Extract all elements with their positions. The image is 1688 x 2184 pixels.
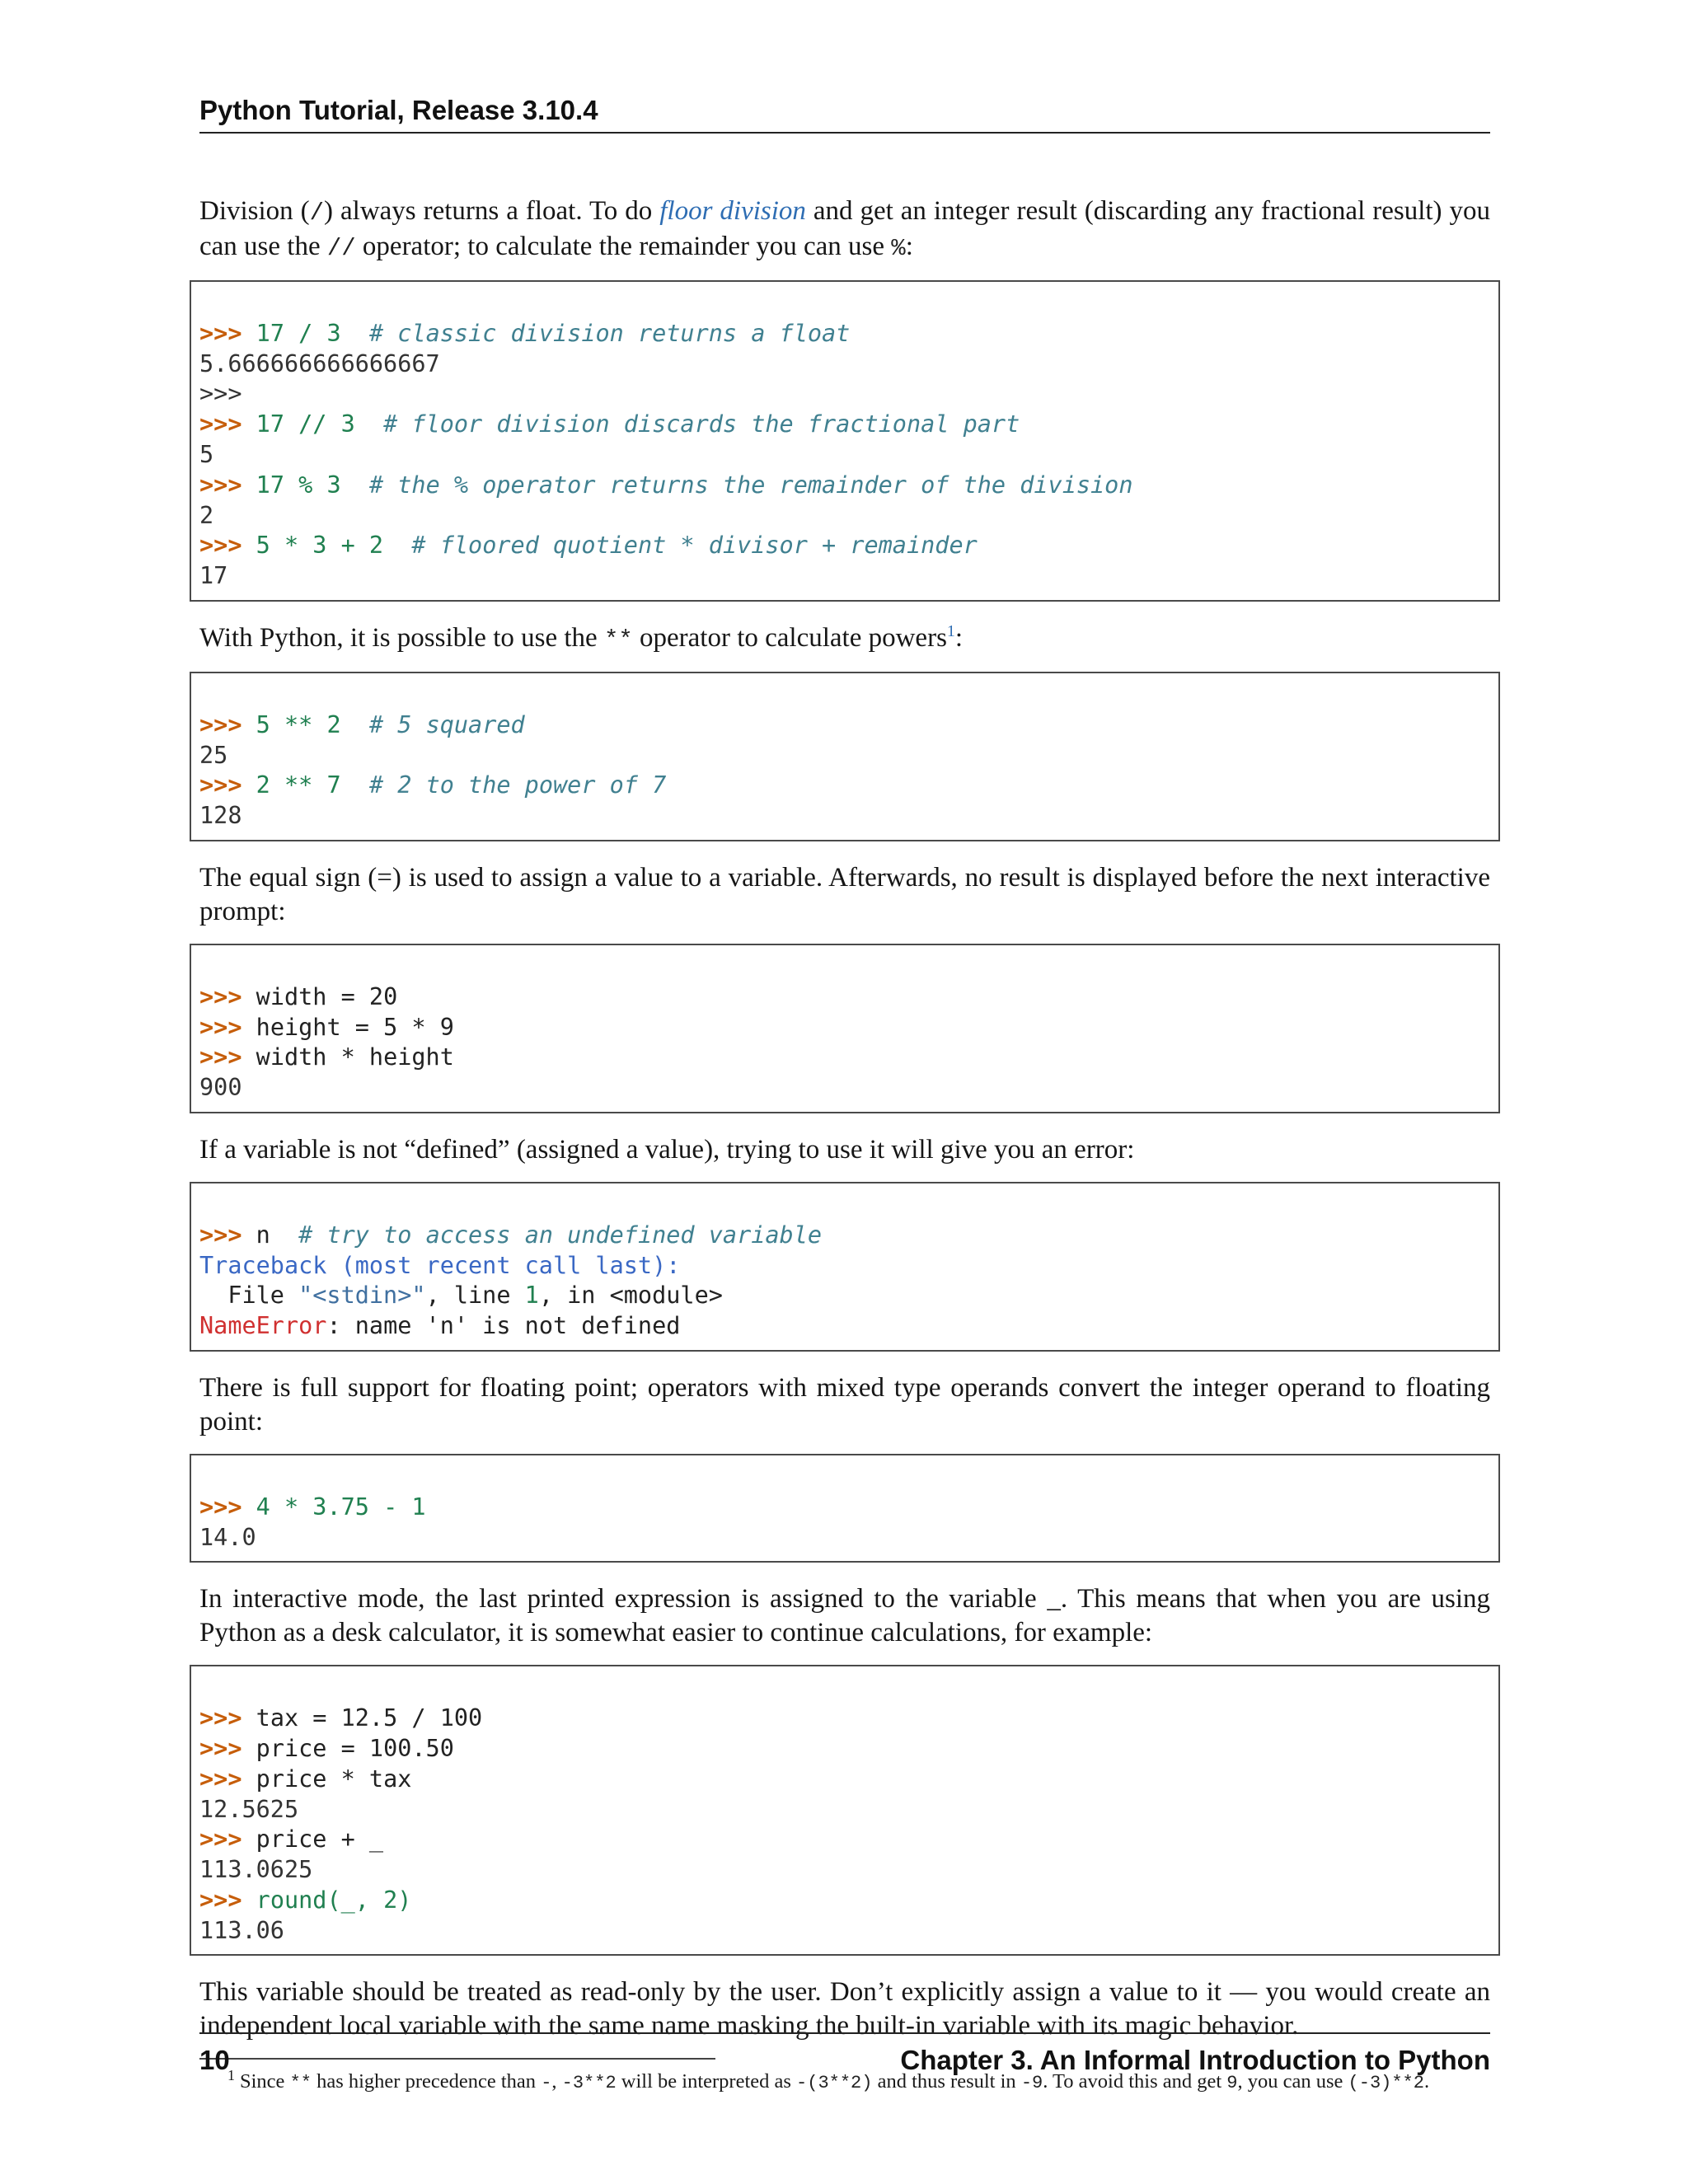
code-input: price = 100.50 — [256, 1734, 454, 1762]
prompt: >>> — [199, 982, 242, 1010]
text: and get an integer result (discarding any fractional result) you can use the — [199, 196, 1490, 261]
code-line — [199, 771, 1490, 801]
code-line — [199, 1311, 1490, 1342]
code-number: 1 — [524, 1282, 539, 1310]
inline-code: 9 — [1226, 2073, 1238, 2094]
code-block-calculator[interactable] — [190, 1665, 1500, 1956]
footnote-mark: 1 — [227, 2067, 235, 2084]
code-block-error[interactable] — [190, 1182, 1500, 1352]
code-line — [199, 319, 1490, 349]
error-name: NameError — [199, 1312, 327, 1340]
prompt: >>> — [199, 1886, 242, 1914]
running-header — [199, 92, 1490, 134]
prompt: >>> — [199, 532, 242, 560]
code-comment: # 2 to the power of 7 — [368, 771, 667, 799]
chapter-title: Chapter 3. An Informal Introduction to Python — [900, 2045, 1490, 2075]
prompt: >>> — [199, 710, 242, 738]
code-output: 5 — [199, 440, 214, 468]
inline-code: (-3)**2 — [1348, 2073, 1424, 2094]
code-output: 12.5625 — [199, 1795, 299, 1823]
prompt: >>> — [199, 1765, 242, 1793]
code-line — [199, 1734, 1490, 1765]
code-line — [199, 1886, 1490, 1916]
code-comment: # 5 squared — [368, 710, 525, 738]
code-block-division[interactable] — [190, 280, 1500, 602]
code-input: 4 * 3.75 - 1 — [256, 1493, 426, 1521]
prompt: >>> — [199, 1825, 242, 1854]
inline-code: -9 — [1020, 2073, 1043, 2094]
prompt: >>> — [199, 1493, 242, 1521]
paragraph-assignment: The equal sign (=) is used to assign a value to a variable. Afterwards, no result is displayed before the next interactive prompt: — [199, 862, 1490, 926]
code-line — [199, 982, 1490, 1013]
code-output: 900 — [199, 1074, 242, 1102]
inline-code: ** — [289, 2073, 312, 2094]
paragraph-floating-point: There is full support for floating point; operators with mixed type operands convert the integer operand to floating point: — [199, 1372, 1490, 1436]
code-output: >>> — [199, 380, 242, 408]
prompt: >>> — [199, 1043, 242, 1071]
code-input: 17 / 3 — [256, 319, 341, 347]
paragraph-division — [199, 194, 1490, 265]
code-comment: # the % operator returns the remainder of the division — [368, 471, 1133, 499]
code-comment: # try to access an undefined variable — [298, 1221, 823, 1249]
text: ) always returns a float. To do — [324, 196, 660, 226]
code-line — [199, 1281, 1490, 1311]
code-input: 5 ** 2 — [256, 710, 341, 738]
code-line — [199, 1493, 1490, 1523]
code-line — [199, 710, 1490, 741]
code-input: width = 20 — [256, 982, 398, 1010]
code-line — [199, 471, 1490, 501]
code-input: price * tax — [256, 1765, 412, 1793]
code-input: 2 ** 7 — [256, 771, 341, 799]
code-line — [199, 531, 1490, 561]
page-number: 10 — [199, 2045, 230, 2075]
text: operator; to calculate the remainder you can use — [355, 232, 892, 261]
code-input: height = 5 * 9 — [256, 1013, 454, 1041]
code-output: 5.666666666666667 — [199, 349, 440, 377]
code-input: n — [256, 1221, 270, 1249]
text: : — [954, 622, 964, 653]
text: Since — [240, 2070, 290, 2093]
code-block-assignment[interactable] — [190, 944, 1500, 1113]
code-input: round(_, 2) — [256, 1886, 412, 1914]
prompt: >>> — [199, 410, 242, 438]
code-line — [199, 1043, 1490, 1073]
prompt: >>> — [199, 1013, 242, 1041]
paragraph-undefined: If a variable is not “defined” (assigned a value), trying to use it will give you an error: — [199, 1134, 1135, 1165]
code-line — [199, 1825, 1490, 1855]
code-comment: # floor division discards the fractional part — [383, 410, 1020, 438]
text: . — [1423, 2070, 1430, 2093]
prompt: >>> — [199, 771, 242, 799]
code-line — [199, 1221, 1490, 1251]
code-block-powers[interactable] — [190, 672, 1500, 841]
header-title: Python Tutorial, Release 3.10.4 — [199, 95, 598, 125]
running-footer — [199, 2032, 1490, 2079]
code-input: 5 * 3 + 2 — [256, 532, 384, 560]
code-input: 17 % 3 — [256, 471, 341, 499]
paragraph-read-only: This variable should be treated as read-only by the user. Don’t explicitly assign a value to it — you would create an independent local variable with the same name masking the built-in variable with its magic behavior. — [199, 1977, 1490, 2041]
inline-code: / — [309, 199, 325, 227]
footnote-reference-link[interactable]: 1 — [946, 621, 955, 640]
text: operator to calculate powers — [632, 622, 947, 653]
text: : — [905, 232, 913, 261]
floor-division-link[interactable]: floor division — [659, 196, 806, 226]
prompt: >>> — [199, 1704, 242, 1732]
inline-code: -(3**2) — [796, 2073, 873, 2094]
text: With Python, it is possible to use the — [199, 622, 604, 653]
code-block-float[interactable] — [190, 1454, 1500, 1563]
code-input: tax = 12.5 / 100 — [256, 1704, 483, 1732]
prompt: >>> — [199, 1734, 242, 1762]
text: , you can use — [1237, 2070, 1348, 2093]
prompt: >>> — [199, 1221, 242, 1249]
text: . To avoid this and get — [1043, 2070, 1227, 2093]
traceback-line: Traceback (most recent call last): — [199, 1251, 681, 1279]
code-line — [199, 410, 1490, 440]
code-text: , in <module> — [538, 1282, 723, 1310]
code-input: price + _ — [256, 1825, 384, 1854]
text: and thus result in — [872, 2070, 1021, 2093]
code-text: : name 'n' is not defined — [326, 1312, 681, 1340]
inline-code: -3**2 — [561, 2073, 617, 2094]
code-input: width * height — [256, 1043, 454, 1071]
code-output: 113.0625 — [199, 1856, 313, 1884]
inline-code: // — [326, 235, 356, 262]
text: , — [551, 2070, 562, 2093]
code-string: "<stdin>" — [298, 1282, 426, 1310]
inline-code: % — [891, 235, 906, 262]
text: will be interpreted as — [616, 2070, 797, 2093]
code-comment: # floored quotient * divisor + remainder — [411, 532, 978, 560]
code-text: , line — [425, 1282, 525, 1310]
page-content — [199, 194, 1490, 2097]
code-output: 128 — [199, 802, 242, 830]
code-output: 2 — [199, 501, 214, 529]
code-output: 17 — [199, 562, 228, 590]
inline-code: - — [541, 2073, 552, 2094]
paragraph-interactive-mode: In interactive mode, the last printed expression is assigned to the variable _. This means that when you are using Python as a desk calculator, it is somewhat easier to continue calculations, for example: — [199, 1584, 1490, 1648]
text: has higher precedence than — [311, 2070, 542, 2093]
inline-code: ** — [603, 626, 633, 654]
code-output: 14.0 — [199, 1523, 256, 1551]
code-output: 113.06 — [199, 1916, 284, 1944]
prompt: >>> — [199, 319, 242, 347]
code-line — [199, 1765, 1490, 1795]
text: Division ( — [199, 196, 310, 226]
paragraph-powers — [199, 621, 1490, 657]
code-text: File — [199, 1282, 299, 1310]
code-line — [199, 1013, 1490, 1043]
code-comment: # classic division returns a float — [368, 319, 851, 347]
code-output: 25 — [199, 741, 228, 769]
code-input: 17 // 3 — [256, 410, 355, 438]
code-line — [199, 1704, 1490, 1734]
prompt: >>> — [199, 471, 242, 499]
